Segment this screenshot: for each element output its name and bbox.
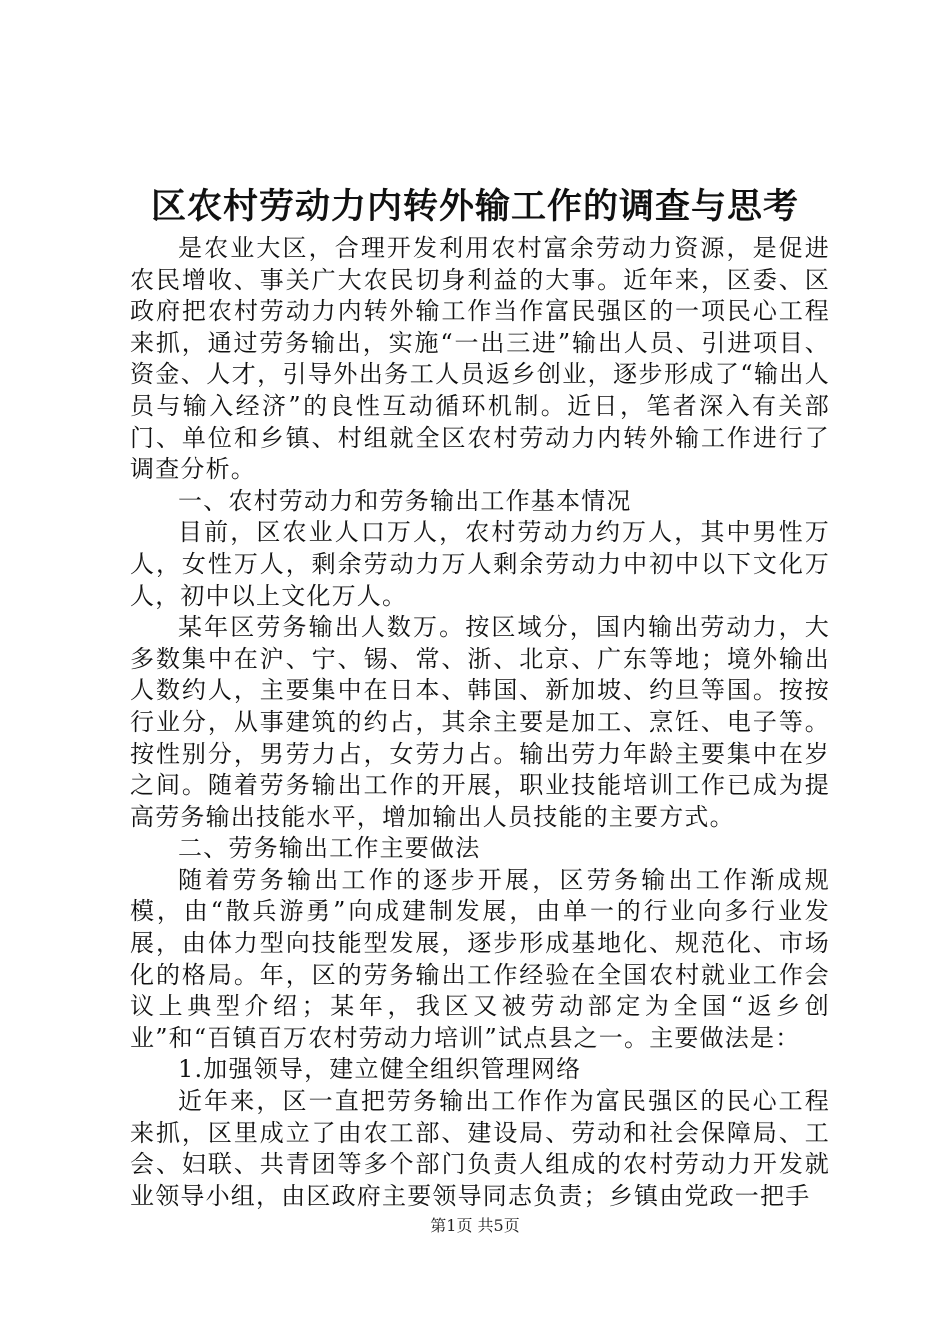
section-heading-1: 一、农村劳动力和劳务输出工作基本情况 <box>178 486 632 515</box>
paragraph-intro: 是农业大区，合理开发利用农村富余劳动力资源，是促进农民增收、事关广大农民切身利益的大事。近年来，区委、区政府把农村劳动力内转外输工作当作富民强区的一项民心工程来抓，通过劳务输出，实施“一出三进”输出人员、引进项目、资金、人才，引导外出务工人员返乡创业，逐步形成了“输出人员与输入经济”的良性互动循环机制。近日，笔者深入有关部门、单位和乡镇、村组就全区农村劳动力内转外输工作进行了调查分析。 <box>130 234 830 484</box>
page-title: 区农村劳动力内转外输工作的调查与思考 <box>150 186 799 227</box>
section-heading-2: 二、劳务输出工作主要做法 <box>178 834 481 863</box>
document-body <box>130 233 830 1212</box>
paragraph-export-stats: 某年区劳务输出人数万。按区域分，国内输出劳动力，大多数集中在沪、宁、锡、常、浙、北京、广东等地；境外输出人数约人，主要集中在日本、韩国、新加坡、约旦等国。按按行业分，从事建筑的约占，其余主要是加工、烹饪、电子等。按性别分，男劳力占，女劳力占。输出劳力年龄主要集中在岁之间。随着劳务输出工作的开展，职业技能培训工作已成为提高劳务输出技能水平，增加输出人员技能的主要方式。 <box>130 613 830 831</box>
paragraph-population: 目前，区农业人口万人，农村劳动力约万人，其中男性万人，女性万人，剩余劳动力万人剩余劳动力中初中以下文化万人，初中以上文化万人。 <box>130 518 830 610</box>
paragraph-practices: 随着劳务输出工作的逐步开展，区劳务输出工作渐成规模，由“散兵游勇”向成建制发展，由单一的行业向多行业发展，由体力型向技能型发展，逐步形成基地化、规范化、市场化的格局。年，区的劳务输出工作经验在全国农村就业工作会议上典型介绍；某年，我区又被劳动部定为全国“返乡创业”和“百镇百万农村劳动力培训”试点县之一。主要做法是： <box>130 865 830 1052</box>
page-footer: 第1页 共5页 <box>430 1216 520 1235</box>
paragraph-leadership: 近年来，区一直把劳务输出工作作为富民强区的民心工程来抓，区里成立了由农工部、建设局、劳动和社会保障局、工会、妇联、共青团等多个部门负责人组成的农村劳动力开发就业领导小组，由区政府主要领导同志负责；乡镇由党政一把手 <box>130 1087 830 1210</box>
subsection-heading-1: 1.加强领导，建立健全组织管理网络 <box>178 1055 582 1084</box>
